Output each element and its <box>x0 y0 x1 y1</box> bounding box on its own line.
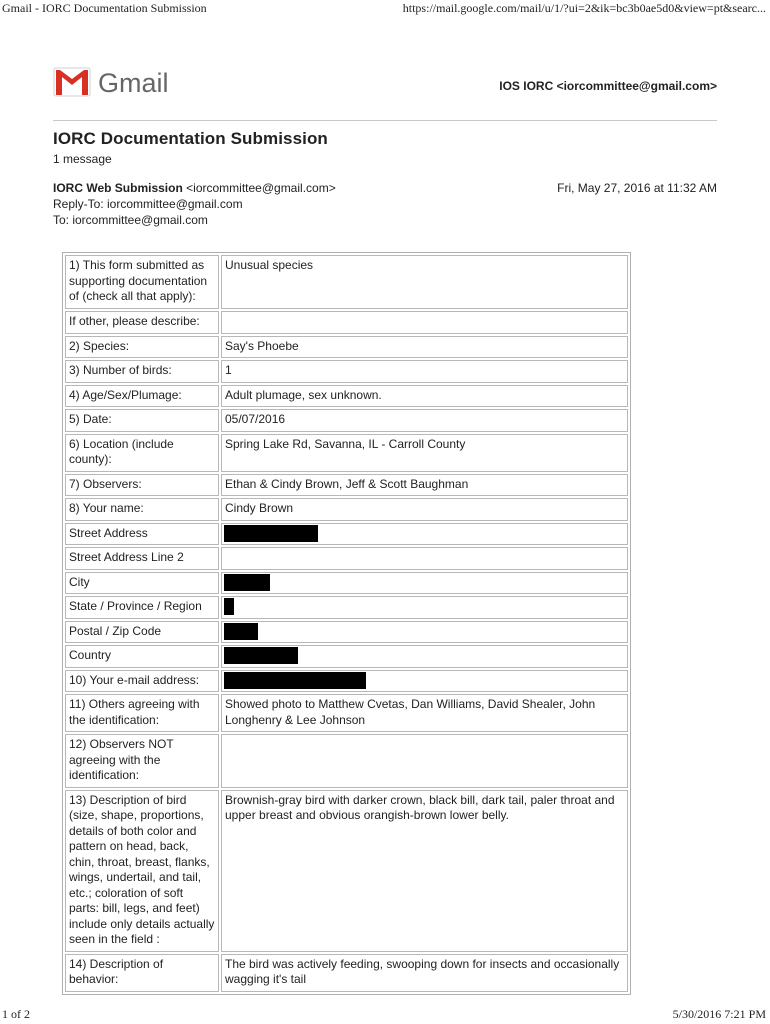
account-label: IOS IORC <iorcommittee@gmail.com> <box>499 79 717 93</box>
row-value: Say's Phoebe <box>221 336 628 359</box>
gmail-logo <box>53 64 173 100</box>
row-value-redacted <box>221 572 628 595</box>
table-row <box>65 645 628 668</box>
row-value: Brownish-gray bird with darker crown, black bill, dark tail, paler throat and upper breast and obvious orangish-brown lower belly. <box>221 790 628 952</box>
row-label: City <box>65 572 219 595</box>
email-to: To: iorcommittee@gmail.com <box>53 213 208 227</box>
table-row <box>65 434 628 472</box>
row-label: 3) Number of birds: <box>65 360 219 383</box>
row-label: State / Province / Region <box>65 596 219 619</box>
row-value: Spring Lake Rd, Savanna, IL - Carroll County <box>221 434 628 472</box>
row-value-redacted <box>221 645 628 668</box>
table-row <box>65 670 628 693</box>
row-value: 05/07/2016 <box>221 409 628 432</box>
table-row <box>65 360 628 383</box>
row-value-redacted <box>221 621 628 644</box>
row-value-redacted <box>221 596 628 619</box>
row-value <box>221 734 628 788</box>
table-row <box>65 954 628 992</box>
table-row <box>65 498 628 521</box>
row-label: 11) Others agreeing with the identification: <box>65 694 219 732</box>
email-date: Fri, May 27, 2016 at 11:32 AM <box>557 181 717 195</box>
sender-name: IORC Web Submission <box>53 181 183 195</box>
sender-address: <iorcommittee@gmail.com> <box>186 181 336 195</box>
table-row <box>65 572 628 595</box>
row-value <box>221 311 628 334</box>
print-datetime: 5/30/2016 7:21 PM <box>672 1007 766 1021</box>
table-row <box>65 790 628 952</box>
table-row <box>65 311 628 334</box>
message-count: 1 message <box>53 152 112 166</box>
row-value: Ethan & Cindy Brown, Jeff & Scott Baughman <box>221 474 628 497</box>
redaction-bar <box>224 598 234 615</box>
redaction-bar <box>224 647 298 664</box>
row-label: 7) Observers: <box>65 474 219 497</box>
row-value: Cindy Brown <box>221 498 628 521</box>
table-row <box>65 621 628 644</box>
table-row <box>65 409 628 432</box>
table-row <box>65 336 628 359</box>
row-label: 12) Observers NOT agreeing with the identification: <box>65 734 219 788</box>
row-label: Postal / Zip Code <box>65 621 219 644</box>
row-label: 8) Your name: <box>65 498 219 521</box>
row-label: 6) Location (include county): <box>65 434 219 472</box>
table-row <box>65 523 628 546</box>
table-row <box>65 596 628 619</box>
row-label: 14) Description of behavior: <box>65 954 219 992</box>
row-value <box>221 547 628 570</box>
row-value-redacted <box>221 523 628 546</box>
row-label: 1) This form submitted as supporting documentation of (check all that apply): <box>65 255 219 309</box>
header-divider <box>53 120 717 121</box>
table-row <box>65 474 628 497</box>
redaction-bar <box>224 672 366 689</box>
table-row <box>65 255 628 309</box>
print-footer <box>0 1008 770 1024</box>
row-value: Showed photo to Matthew Cvetas, Dan Williams, David Shealer, John Longhenry & Lee Johnson <box>221 694 628 732</box>
table-row <box>65 547 628 570</box>
row-label: 4) Age/Sex/Plumage: <box>65 385 219 408</box>
row-label: 10) Your e-mail address: <box>65 670 219 693</box>
row-label: Country <box>65 645 219 668</box>
submission-table <box>62 252 631 995</box>
row-label: 5) Date: <box>65 409 219 432</box>
row-value: Adult plumage, sex unknown. <box>221 385 628 408</box>
row-label: Street Address <box>65 523 219 546</box>
table-row <box>65 385 628 408</box>
row-label: 2) Species: <box>65 336 219 359</box>
table-row <box>65 694 628 732</box>
print-header-url: https://mail.google.com/mail/u/1/?ui=2&ik=bc3b0ae5d0&view=pt&searc... <box>402 1 766 15</box>
print-header-title: Gmail - IORC Documentation Submission <box>2 1 207 15</box>
row-value: 1 <box>221 360 628 383</box>
redaction-bar <box>224 623 258 640</box>
row-value: The bird was actively feeding, swooping down for insects and occasionally wagging it's tail <box>221 954 628 992</box>
row-label: If other, please describe: <box>65 311 219 334</box>
email-subject: IORC Documentation Submission <box>53 129 328 148</box>
redaction-bar <box>224 574 270 591</box>
row-label: Street Address Line 2 <box>65 547 219 570</box>
row-label: 13) Description of bird (size, shape, proportions, details of both color and pattern on head, back, chin, throat, breast, flanks, wings, undertail, and tail, etc.; coloration of soft parts: bill, legs, and feet) include only details actually seen in the field : <box>65 790 219 952</box>
email-reply-to: Reply-To: iorcommittee@gmail.com <box>53 197 243 211</box>
page-number: 1 of 2 <box>2 1007 30 1021</box>
table-row <box>65 734 628 788</box>
email-from <box>53 181 336 195</box>
print-header <box>0 0 770 16</box>
row-value: Unusual species <box>221 255 628 309</box>
redaction-bar <box>224 525 318 542</box>
row-value-redacted <box>221 670 628 693</box>
gmail-logo-text: Gmail <box>98 68 169 98</box>
email-header <box>53 64 717 104</box>
